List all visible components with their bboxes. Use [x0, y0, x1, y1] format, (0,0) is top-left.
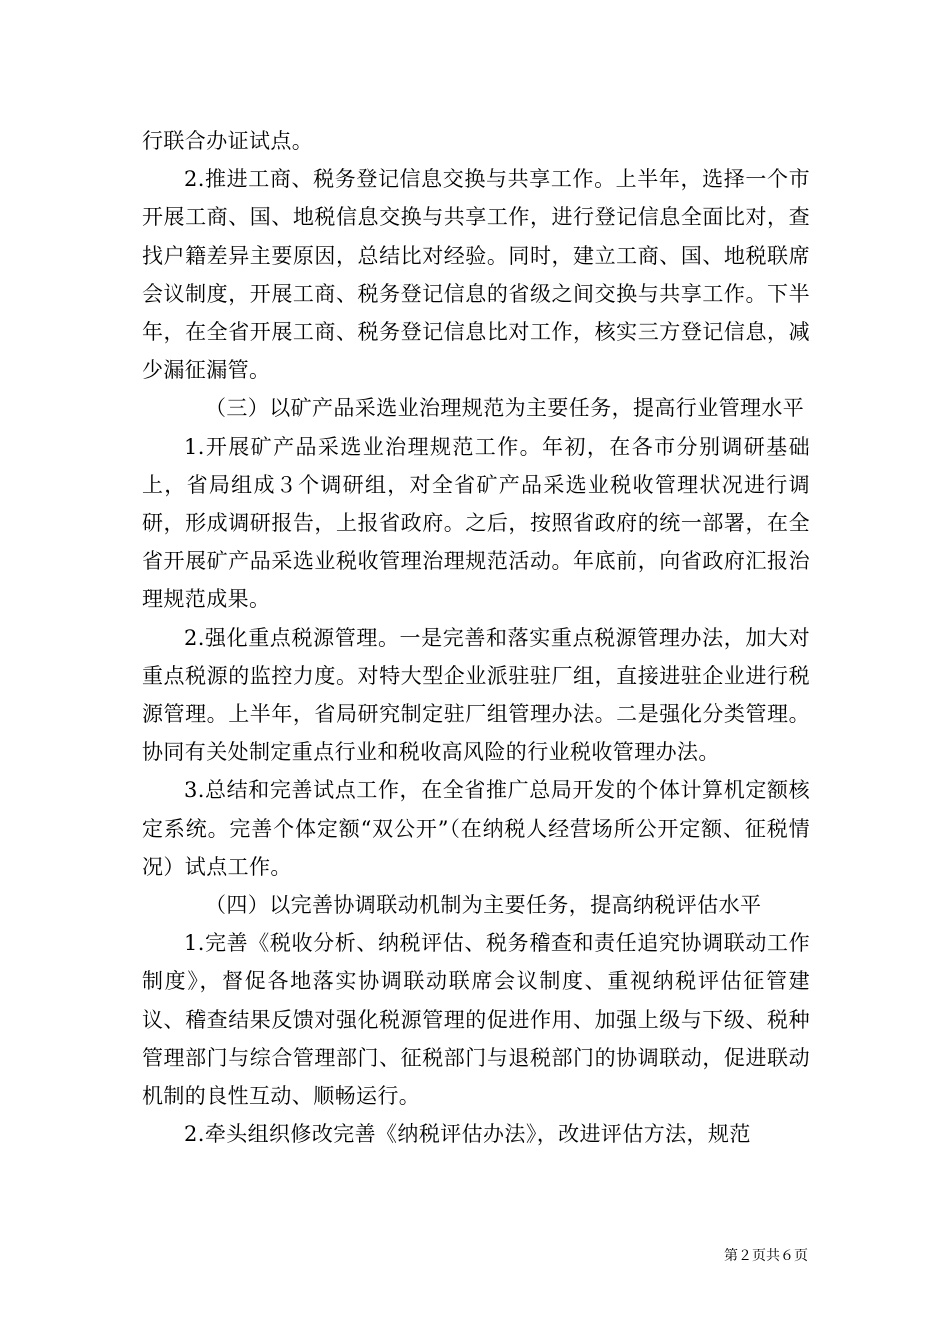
section-heading-3: （三）以矿产品采选业治理规范为主要任务，提高行业管理水平	[205, 396, 805, 421]
document-body	[142, 122, 810, 1153]
paragraph-6: 3.总结和完善试点工作，在全省推广总局开发的个体计算机定额核定系统。完善个体定额“双公开”（在纳税人经营场所公开定额、征税情况）试点工作。	[142, 778, 810, 879]
paragraph-8: 1.完善《税收分析、纳税评估、税务稽查和责任追究协调联动工作制度》，督促各地落实协调联动联席会议制度、重视纳税评估征管建议、稽查结果反馈对强化税源管理的促进作用、加强上级与下级、税种管理部门与综合管理部门、征税部门与退税部门的协调联动，促进联动机制的良性互动、顺畅运行。	[142, 931, 810, 1109]
paragraph-2: 2.推进工商、税务登记信息交换与共享工作。上半年，选择一个市开展工商、国、地税信息交换与共享工作，进行登记信息全面比对，查找户籍差异主要原因，总结比对经验。同时，建立工商、国、地税联席会议制度，开展工商、税务登记信息的省级之间交换与共享工作。下半年，在全省开展工商、税务登记信息比对工作，核实三方登记信息，减少漏征漏管。	[142, 167, 810, 383]
paragraph-9: 2.牵头组织修改完善《纳税评估办法》，改进评估方法，规范	[184, 1122, 751, 1147]
paragraph-4: 1.开展矿产品采选业治理规范工作。年初，在各市分别调研基础上，省局组成３个调研组，对全省矿产品采选业税收管理状况进行调研，形成调研报告，上报省政府。之后，按照省政府的统一部署，在全省开展矿产品采选业税收管理治理规范活动。年底前，向省政府汇报治理规范成果。	[142, 434, 810, 612]
section-heading-4: （四）以完善协调联动机制为主要任务，提高纳税评估水平	[205, 893, 762, 918]
paragraph-5: 2.强化重点税源管理。一是完善和落实重点税源管理办法，加大对重点税源的监控力度。对特大型企业派驻驻厂组，直接进驻企业进行税源管理。上半年，省局研究制定驻厂组管理办法。二是强化分类管理。协同有关处制定重点行业和税收高风险的行业税收管理办法。	[142, 625, 810, 765]
paragraph-1: 行联合办证试点。	[142, 129, 314, 153]
page-number-footer: 第２页共６页	[724, 1248, 808, 1264]
